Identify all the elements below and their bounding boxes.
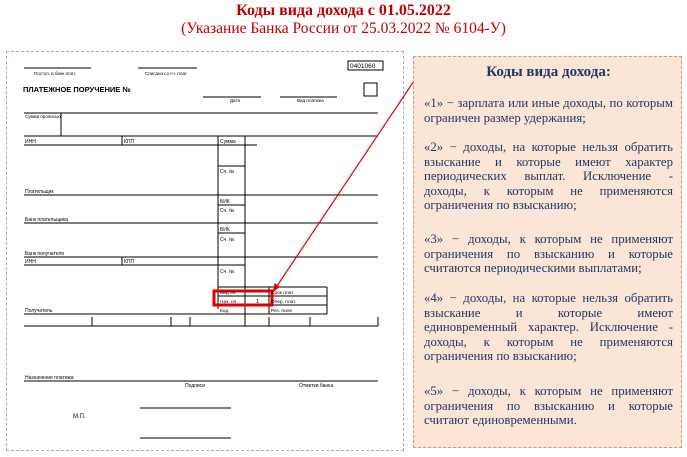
payee-bank-account-label: Сч. №: [220, 237, 235, 243]
bank-marks-label: Отметки банка: [299, 383, 334, 389]
payee-kpp-label: КПП: [124, 259, 135, 265]
payer-account-label: Сч. №: [220, 169, 235, 175]
payer-label: Плательщик: [25, 189, 54, 195]
pay-purpose-label: Наз. пл.: [220, 300, 238, 305]
form-title: ПЛАТЕЖНОЕ ПОРУЧЕНИЕ №: [23, 85, 131, 94]
code-2-description: «2» − доходы, на которые нельзя обратить взыскание и которые имеют характер периодических выплат. Исключение - доходы, к которым не применяются ограничения по взысканию;: [424, 140, 673, 213]
res-field-label: Рез. поле: [271, 309, 293, 314]
payment-type-label: Вид платежа: [297, 98, 324, 103]
code-1-description: «1» − зарплата или иные доходы, по которым ограничен размер удержания;: [424, 96, 673, 125]
payee-inn-label: ИНН: [25, 259, 36, 265]
payer-kpp-label: КПП: [124, 139, 135, 145]
code-4-description: «4» − доходы, на которые нельзя обратить взыскание и которые имеют единовременный характер. Исключение - доходы, к которым не применяются ограничения по взысканию;: [424, 291, 673, 364]
signatures-label: Подписи: [185, 383, 205, 389]
code-3-description: «3» − доходы, к которым не применяют ограничения по взысканию и которые считаются периодическими выплатами;: [424, 232, 673, 276]
payer-bik-label: БИК: [220, 199, 230, 205]
amount-words-label: Сумма прописью: [25, 114, 61, 119]
payee-account-label: Сч. №: [220, 269, 235, 275]
payee-bik-label: БИК: [220, 227, 230, 233]
code-label: Код: [220, 309, 229, 314]
payer-bank-label: Банк плательщика: [25, 217, 69, 223]
received-label: Поступ. в банк плат.: [34, 71, 76, 76]
income-code-value: 1: [256, 299, 260, 305]
payment-term-label: Срок плат.: [271, 291, 295, 296]
pay-order-label: Очер. плат.: [271, 300, 297, 305]
date-label: Дата: [230, 98, 240, 103]
payer-inn-label: ИНН: [25, 139, 36, 145]
income-codes-panel: [413, 56, 682, 448]
payment-purpose-label: Назначение платежа: [25, 375, 74, 381]
page-subtitle: (Указание Банка России от 25.03.2022 № 6104-У): [181, 20, 506, 37]
op-type-label: Вид оп.: [220, 291, 237, 296]
debited-label: Списано со сч. плат.: [145, 71, 188, 76]
form-code: 0401060: [350, 63, 376, 70]
page-title: Коды вида дохода с 01.05.2022: [236, 2, 451, 19]
payer-bank-account-label: Сч. №: [220, 208, 235, 214]
sum-label: Сумма: [220, 139, 236, 145]
panel-title: Коды вида дохода:: [486, 64, 611, 80]
payee-bank-label: Банк получателя: [25, 251, 64, 257]
code-5-description: «5» − доходы, к которым не применяют ограничения по взысканию и которые считают единовременными.: [424, 384, 673, 428]
stamp-label: М.П.: [73, 414, 86, 420]
payee-label: Получатель: [25, 308, 53, 314]
